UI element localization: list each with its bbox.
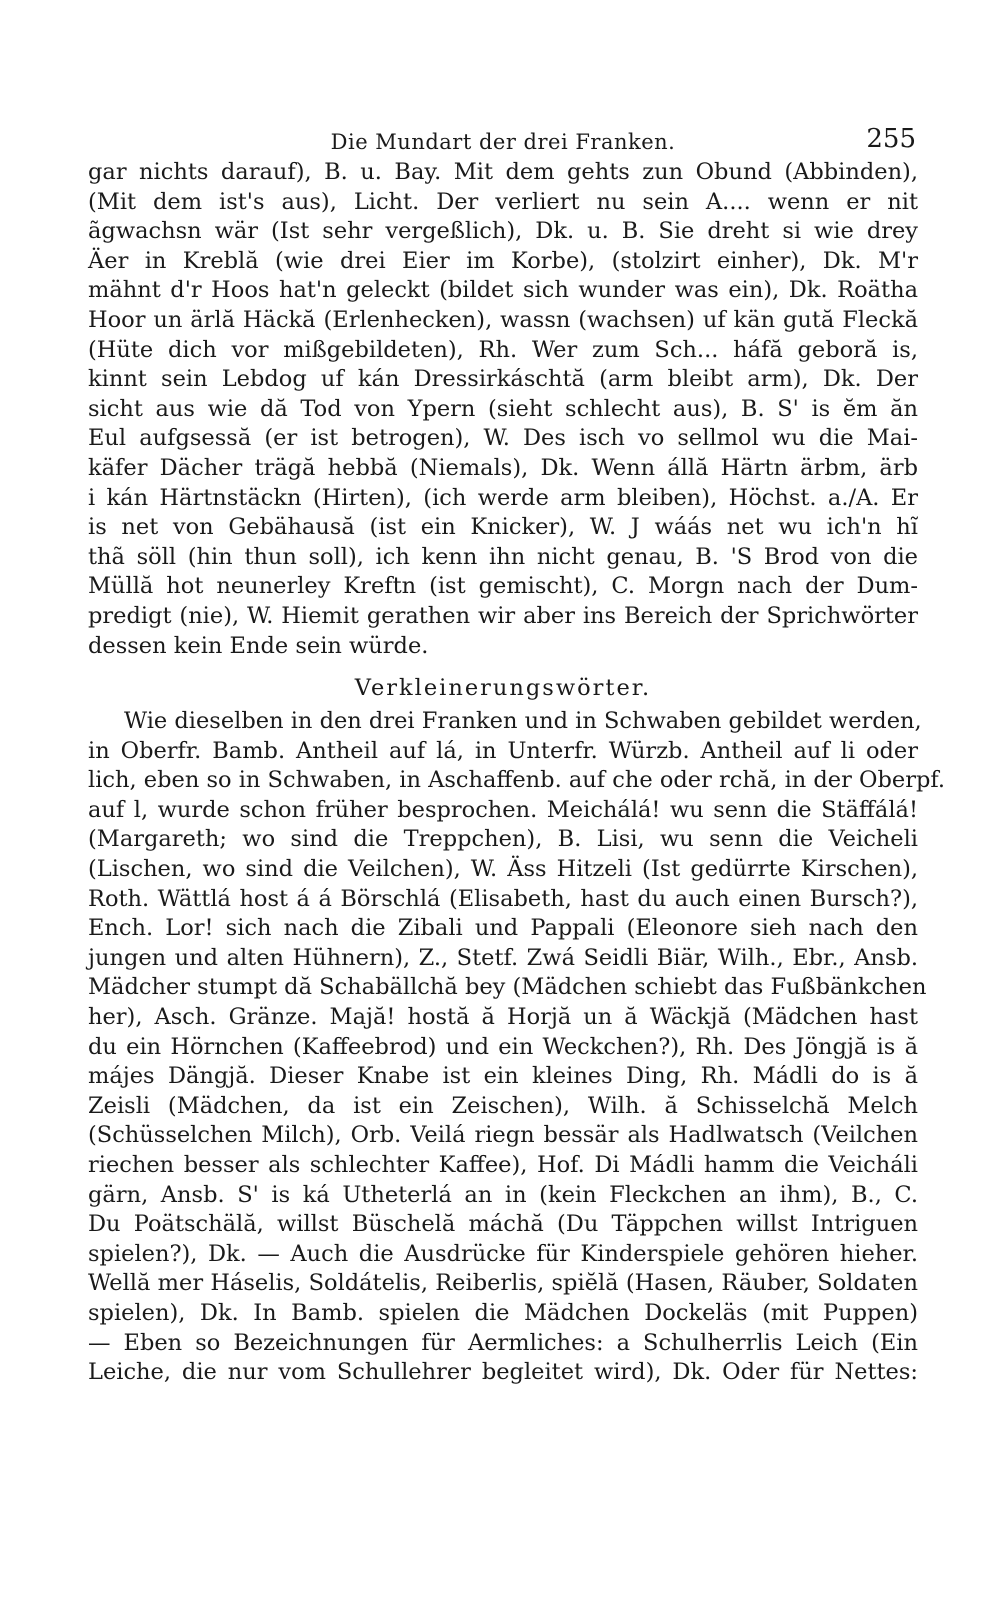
book-page [88,0,946,1388]
text-line: Mädcher stumpt dă Schabällchă bey (Mädchen schiebt das Fußbänkchen [88,974,927,1001]
text-line: riechen besser als schlechter Kaffee), Hof. Di Mádli hamm die Veicháli [88,1152,918,1178]
text-line: in Oberfr. Bamb. Antheil auf lá, in Unterfr. Würzb. Antheil auf li oder [88,737,918,764]
text-line: is net von Gebähausă (ist ein Knicker), W. J wáás net wu ich'n hĩ [88,514,918,541]
paragraph-continuation [88,158,918,661]
text-line: Wie dieselben in den drei Franken und in Schwaben gebildet werden, [124,708,922,735]
paragraph-diminutives [88,707,946,1388]
text-line: (Hüte dich vor mißgebildeten), Rh. Wer zum Sch... háfă geboră is, [88,336,918,363]
text-line: gärn, Ansb. S' is ká Utheterlá an in (kein Fleckchen an ihm), B., C. [88,1181,918,1208]
text-line: du ein Hörnchen (Kaffeebrod) und ein Weckchen?), Rh. Des Jöngjă is ă [88,1033,918,1060]
text-line: thã söll (hin thun soll), ich kenn ihn nicht genau, B. 'S Brod von die [88,543,918,570]
text-line: dessen kein Ende sein würde. [88,632,429,659]
text-line: lich, eben so in Schwaben, in Aschaffenb. auf che oder rchă, in der Oberpf. [88,767,946,794]
text-line: Äer in Kreblă (wie drei Eier im Korbe), (stolzirt einher), Dk. M'r [88,247,918,274]
text-line: her), Asch. Gränze. Majă! hostă ă Horjă un ă Wäckjă (Mädchen hast [88,1004,918,1031]
section-heading: Verkleinerungswörter. [354,675,652,702]
text-line: (Schüsselchen Milch), Orb. Veilá riegn bessär als Hadlwatsch (Veilchen [88,1122,918,1149]
text-line: Hoor un ärlă Häckă (Erlenhecken), wassn (wachsen) uf kän gută Fleckă [88,306,918,333]
text-line: gar nichts darauf), B. u. Bay. Mit dem gehts zun Obund (Abbinden), [88,159,918,185]
text-line: Müllă hot neunerley Kreftn (ist gemischt), C. Morgn nach der Dum- [88,573,918,600]
running-title: Die Mundart der drei Franken. [330,130,676,154]
running-head [88,118,918,158]
text-line: mähnt d'r Hoos hat'n geleckt (bildet sich wunder was ein), Dk. Roätha [88,277,918,304]
text-line: (Mit dem ist's aus), Licht. Der verliert nu sein A.... wenn er nit [88,188,918,215]
page-number: 255 [866,124,916,154]
text-line: Leiche, die nur vom Schullehrer begleitet wird), Dk. Oder für Nettes: [88,1359,918,1386]
text-line: sicht aus wie dă Tod von Ypern (sieht schlecht aus), B. S' is ĕm ăn [88,395,918,422]
text-line: májes Dängjă. Dieser Knabe ist ein kleines Ding, Rh. Mádli do is ă [88,1063,918,1090]
text-line: kinnt sein Lebdog uf kán Dressirkáschtă (arm bleibt arm), Dk. Der [88,366,918,393]
text-line: auf l, wurde schon früher besprochen. Meichálá! wu senn die Stäffálá! [88,796,918,823]
text-line: (Margareth; wo sind die Treppchen), B. Lisi, wu senn die Veicheli [88,826,918,853]
text-line: Wellă mer Háselis, Soldátelis, Reiberlis, spiĕlă (Hasen, Räuber, Soldaten [88,1270,918,1297]
text-line: predigt (nie), W. Hiemit gerathen wir aber ins Bereich der Sprichwörter [88,602,918,629]
text-line: Eul aufgsessă (er ist betrogen), W. Des isch vo sellmol wu die Mai- [88,425,918,452]
text-line: i kán Härtnstäckn (Hirten), (ich werde arm bleiben), Höchst. a./A. Er [88,484,918,511]
text-line: Zeisli (Mädchen, da ist ein Zeischen), Wilh. ă Schisselchă Melch [88,1092,918,1119]
text-line: Du Poätschälă, willst Büschelă máchă (Du Täppchen willst Intriguen [88,1211,918,1238]
text-line: käfer Dächer trägă hebbă (Niemals), Dk. Wenn állă Härtn ärbm, ärb [88,454,918,481]
text-line: spielen), Dk. In Bamb. spielen die Mädchen Dockeläs (mit Puppen) [88,1299,918,1326]
text-line: — Eben so Bezeichnungen für Aermliches: a Schulherrlis Leich (Ein [88,1329,918,1356]
text-line: Roth. Wättlá host á á Börschlá (Elisabeth, hast du auch einen Bursch?), [88,885,918,912]
text-line: ãgwachsn wär (Ist sehr vergeßlich), Dk. u. B. Sie dreht si wie drey [88,218,918,245]
text-line: spielen?), Dk. — Auch die Ausdrücke für Kinderspiele gehören hieher. [88,1240,918,1267]
text-line: Ench. Lor! sich nach die Zibali und Pappali (Eleonore sieh nach den [88,915,918,942]
text-line: jungen und alten Hühnern), Z., Stetf. Zwá Seidli Biär, Wilh., Ebr., Ansb. [88,944,918,971]
text-line: (Lischen, wo sind die Veilchen), W. Äss Hitzeli (Ist gedürrte Kirschen), [88,856,918,883]
